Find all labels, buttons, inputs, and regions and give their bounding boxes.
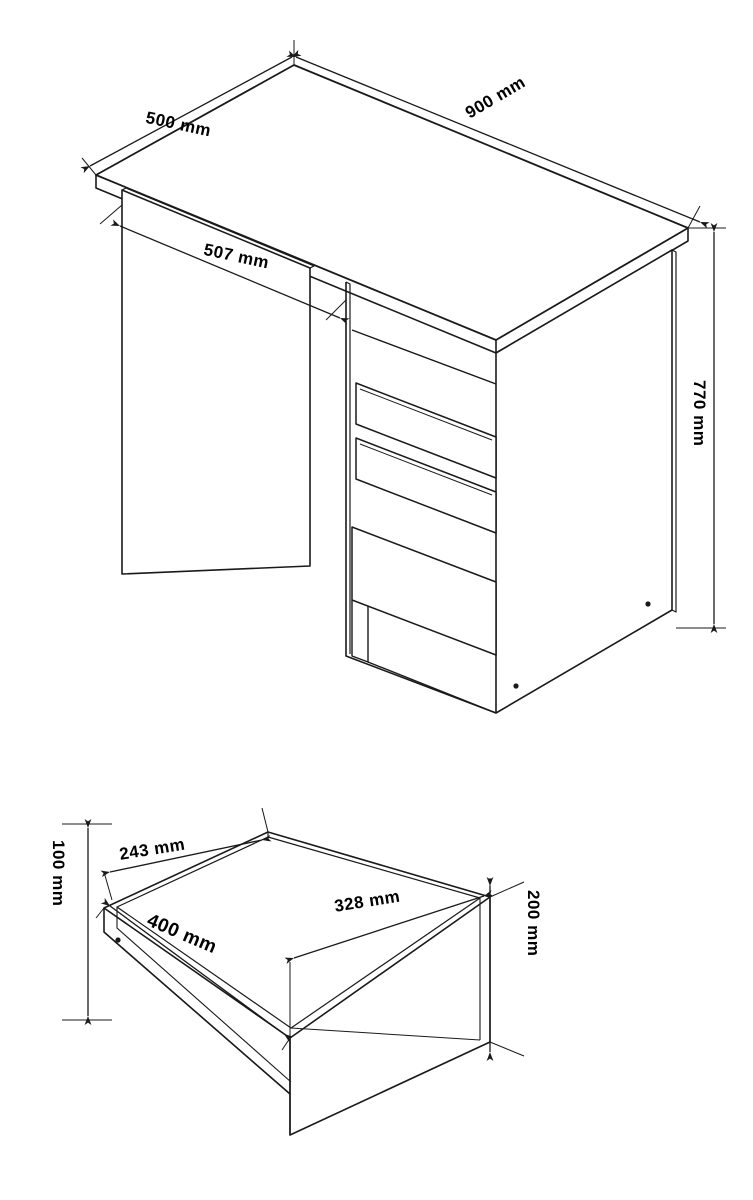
dimension-200mm — [490, 882, 524, 1056]
dimension-label-drawer-front-height: 100 mm — [49, 840, 68, 907]
dimension-label-drawer-width: 400 mm — [143, 910, 220, 959]
dimension-label-desk-depth: 500 mm — [144, 108, 213, 141]
drawer-box — [104, 832, 490, 1135]
drawer-detail-view — [104, 832, 490, 1135]
dimension-label-knee-span: 507 mm — [202, 240, 271, 273]
desk-assembly-view — [96, 65, 688, 713]
dimension-label-desk-height: 770 mm — [690, 380, 709, 447]
dimension-label-desk-width: 900 mm — [462, 72, 529, 123]
dimension-label-drawer-side-height: 200 mm — [524, 890, 543, 957]
drawer-bottom — [352, 527, 496, 655]
dimension-label-drawer-inner-depth: 243 mm — [118, 834, 187, 864]
dimension-label-drawer-back-width: 328 mm — [333, 886, 402, 916]
